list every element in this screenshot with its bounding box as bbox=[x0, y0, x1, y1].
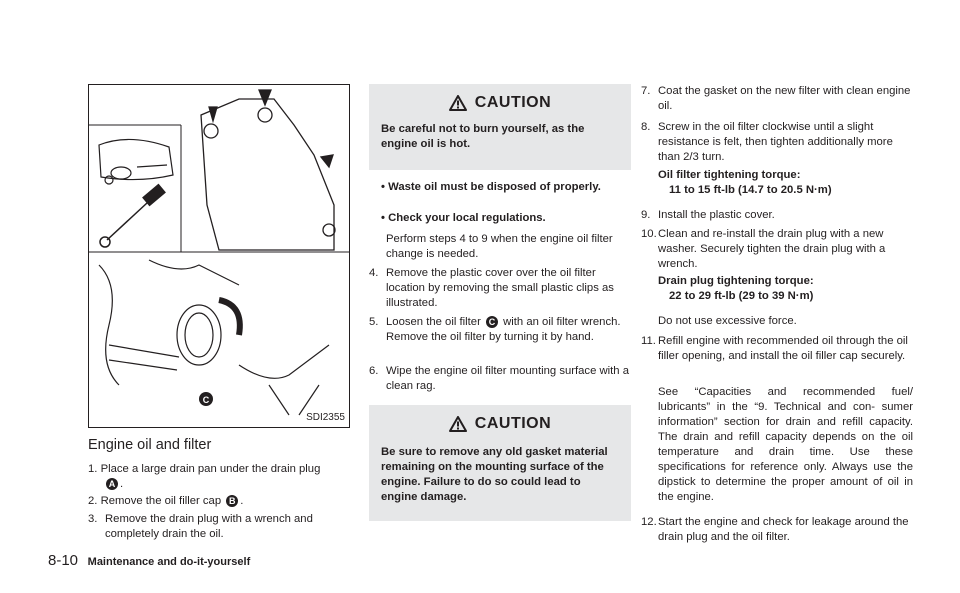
torque-2-label: Drain plug tightening torque: bbox=[658, 275, 814, 287]
caution-bullet-2: • Check your local regulations. bbox=[381, 212, 546, 224]
excess-force-note: Do not use excessive force. bbox=[658, 315, 797, 327]
caution-title: CAUTION bbox=[474, 415, 552, 432]
engine-underside-sketch bbox=[99, 260, 329, 415]
step-number: 1. bbox=[88, 463, 98, 475]
step-12: 12. Start the engine and check for leakage around the drain plug and the oil filter. bbox=[641, 516, 909, 543]
marker-c-label: C bbox=[202, 395, 210, 405]
torque-1-label: Oil filter tightening torque: bbox=[658, 169, 801, 181]
car-front-sketch bbox=[99, 139, 173, 184]
step-6: 6. Wipe the engine oil filter mounting surface with a clean rag. bbox=[369, 365, 630, 392]
step-number: 2. bbox=[88, 495, 98, 507]
section-title: Engine oil and filter bbox=[88, 437, 212, 453]
caution-title: CAUTION bbox=[474, 94, 552, 111]
marker-a-icon: A bbox=[106, 478, 118, 490]
step-3 bbox=[88, 512, 350, 542]
plastic-cover-sketch bbox=[201, 90, 335, 250]
step-number: 3. bbox=[88, 513, 98, 525]
caution-box-2 bbox=[369, 405, 631, 521]
figure-code: SDI2355 bbox=[306, 412, 345, 423]
maintenance-illustration bbox=[88, 84, 350, 428]
step-8: 8. Screw in the oil filter clockwise until a slight resistance is felt, then tighten additionally more than 2/3 turn. bbox=[641, 121, 893, 163]
filter-wrench-sketch bbox=[100, 185, 165, 247]
section-name: Maintenance and do-it-yourself bbox=[87, 556, 251, 568]
warning-icon bbox=[449, 416, 467, 432]
step-1: 1. Place a large drain pan under the drain plug A . bbox=[88, 463, 321, 490]
torque-1-value: 11 to 15 ft-lb (14.7 to 20.5 N·m) bbox=[669, 184, 832, 196]
step-11: 11. Refill engine with recommended oil through the oil filler opening, and install the oil filler cap securely. bbox=[641, 335, 908, 362]
page-number: 8-10 bbox=[48, 552, 79, 569]
step-text: Remove the oil filler cap bbox=[100, 495, 222, 507]
marker-b-icon: B bbox=[226, 495, 238, 507]
step-2: 2. Remove the oil filler cap B . bbox=[88, 495, 244, 507]
marker-c-icon: C bbox=[486, 316, 498, 328]
step-5: 5. Loosen the oil filter C with an oil filter wrench. Remove the oil filter by turning it by hand. bbox=[369, 316, 621, 343]
caution-box-1 bbox=[369, 84, 631, 170]
perform-note: Perform steps 4 to 9 when the engine oil filter change is needed. bbox=[386, 233, 613, 260]
step-10: 10. Clean and re-install the drain plug with a new washer. Securely tighten the drain plug with a wrench. bbox=[641, 228, 886, 270]
step-9: 9. Install the plastic cover. bbox=[641, 209, 775, 221]
page-footer bbox=[48, 552, 250, 569]
oil-filter-diagram bbox=[89, 85, 349, 427]
caution-text: Be careful not to burn yourself, as the engine oil is hot. bbox=[381, 123, 585, 150]
step-7: 7. Coat the gasket on the new filter with clean engine oil. bbox=[641, 85, 911, 112]
caution-text: Be sure to remove any old gasket material remaining on the mounting surface of the engine. Failure to do so could lead to engine damage. bbox=[381, 446, 608, 503]
capacity-reference-note: See “Capacities and recommended fuel/ lubricants” in the “9. Technical and con- sumer information” section for drain and refill capacity. The drain and refill capacity depends on the oil temperature and drain time. Use these specifications for reference only. Always use the dipstick to determine the proper amount of oil in the engine. bbox=[658, 386, 913, 503]
step-4: 4. Remove the plastic cover over the oil filter location by removing the small plastic clips as illustrated. bbox=[369, 267, 614, 309]
torque-2-value: 22 to 29 ft-lb (29 to 39 N·m) bbox=[669, 290, 814, 302]
step-text: Place a large drain pan under the drain plug bbox=[100, 463, 321, 475]
caution-bullet-1: • Waste oil must be disposed of properly. bbox=[381, 181, 601, 193]
step-text: Remove the drain plug with a wrench and completely drain the oil. bbox=[105, 513, 313, 540]
warning-icon bbox=[449, 95, 467, 111]
